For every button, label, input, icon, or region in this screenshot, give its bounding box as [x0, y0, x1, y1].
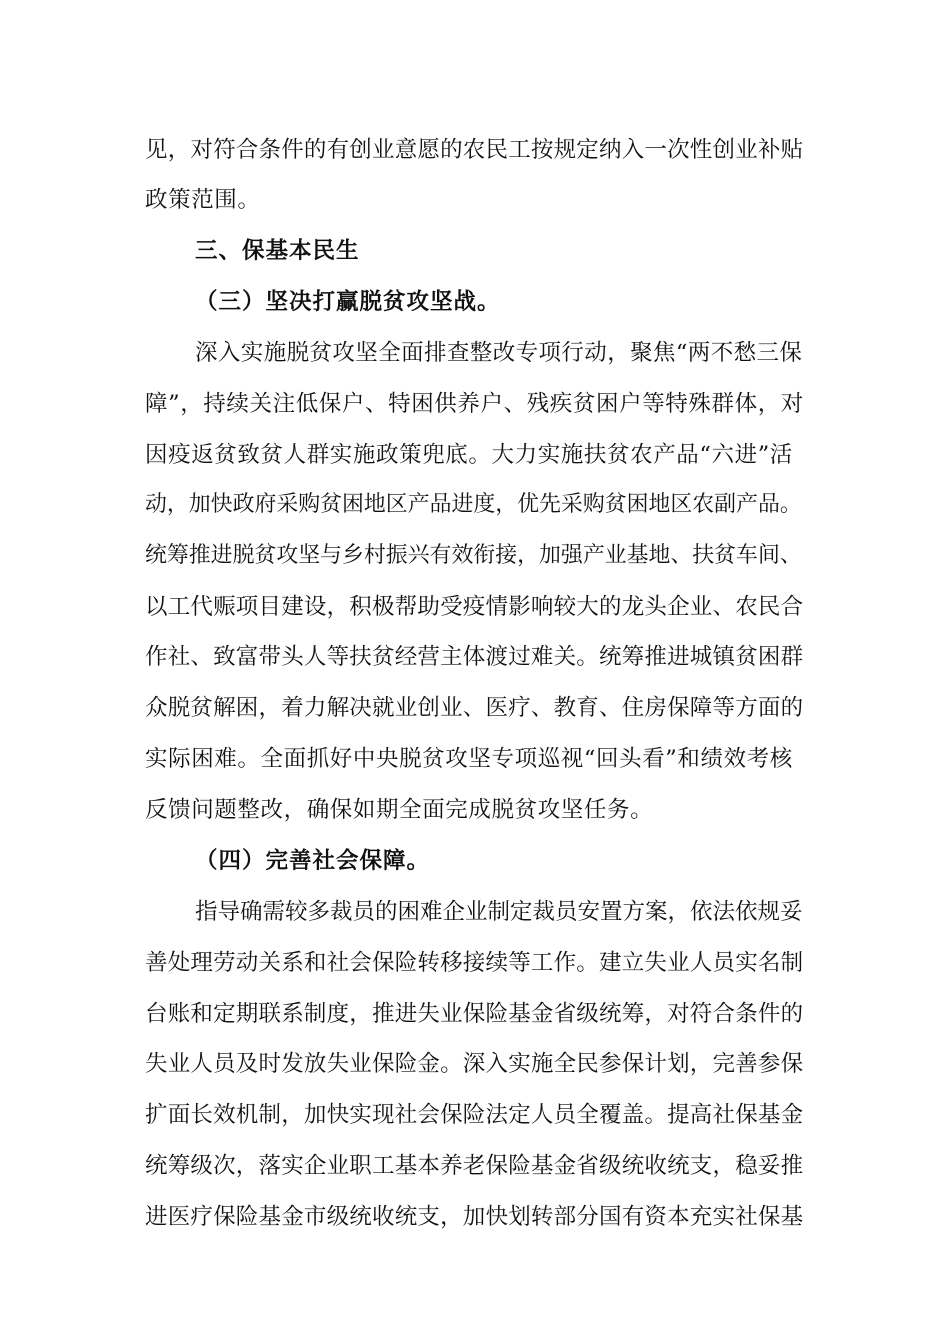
- subsection-heading: （四）完善社会保障。: [195, 848, 431, 874]
- paragraph-line: 因疫返贫致贫人群实施政策兜底。大力实施扶贫农产品“六进”活: [145, 442, 793, 468]
- subsection-heading: （三）坚决打赢脱贫攻坚战。: [195, 289, 501, 315]
- paragraph-line: 统筹级次，落实企业职工基本养老保险基金省级统收统支，稳妥推: [145, 1153, 804, 1179]
- paragraph-line: 以工代赈项目建设，积极帮助受疫情影响较大的龙头企业、农民合: [145, 594, 804, 620]
- paragraph-line: 深入实施脱贫攻坚全面排查整改专项行动，聚焦“两不愁三保: [195, 340, 803, 366]
- section-heading: 三、保基本民生: [195, 238, 360, 264]
- paragraph-line: 指导确需较多裁员的困难企业制定裁员安置方案，依法依规妥: [195, 899, 803, 925]
- paragraph-line: 扩面长效机制，加快实现社会保险法定人员全覆盖。提高社保基金: [145, 1102, 804, 1128]
- paragraph-line: 作社、致富带头人等扶贫经营主体渡过难关。统筹推进城镇贫困群: [145, 644, 804, 670]
- paragraph-line: 统筹推进脱贫攻坚与乡村振兴有效衔接，加强产业基地、扶贫车间、: [145, 543, 802, 568]
- paragraph-line: 进医疗保险基金市级统收统支，加快划转部分国有资本充实社保基: [145, 1204, 804, 1230]
- paragraph-line: 失业人员及时发放失业保险金。深入实施全民参保计划，完善参保: [145, 1051, 804, 1077]
- paragraph-line: 动，加快政府采购贫困地区产品进度，优先采购贫困地区农副产品。: [145, 492, 802, 517]
- paragraph-line: 障”，持续关注低保户、特困供养户、残疾贫困户等特殊群体，对: [145, 391, 804, 417]
- paragraph-line: 政策范围。: [145, 187, 261, 213]
- paragraph-line: 实际困难。全面抓好中央脱贫攻坚专项巡视“回头看”和绩效考核: [145, 746, 793, 772]
- paragraph-line: 台账和定期联系制度，推进失业保险基金省级统筹，对符合条件的: [145, 1001, 804, 1027]
- paragraph-line: 反馈问题整改，确保如期全面完成脱贫攻坚任务。: [145, 797, 654, 823]
- paragraph-line: 众脱贫解困，着力解决就业创业、医疗、教育、住房保障等方面的: [145, 695, 804, 721]
- paragraph-line: 善处理劳动关系和社会保险转移接续等工作。建立失业人员实名制: [145, 950, 804, 976]
- paragraph-line: 见，对符合条件的有创业意愿的农民工按规定纳入一次性创业补贴: [145, 137, 804, 163]
